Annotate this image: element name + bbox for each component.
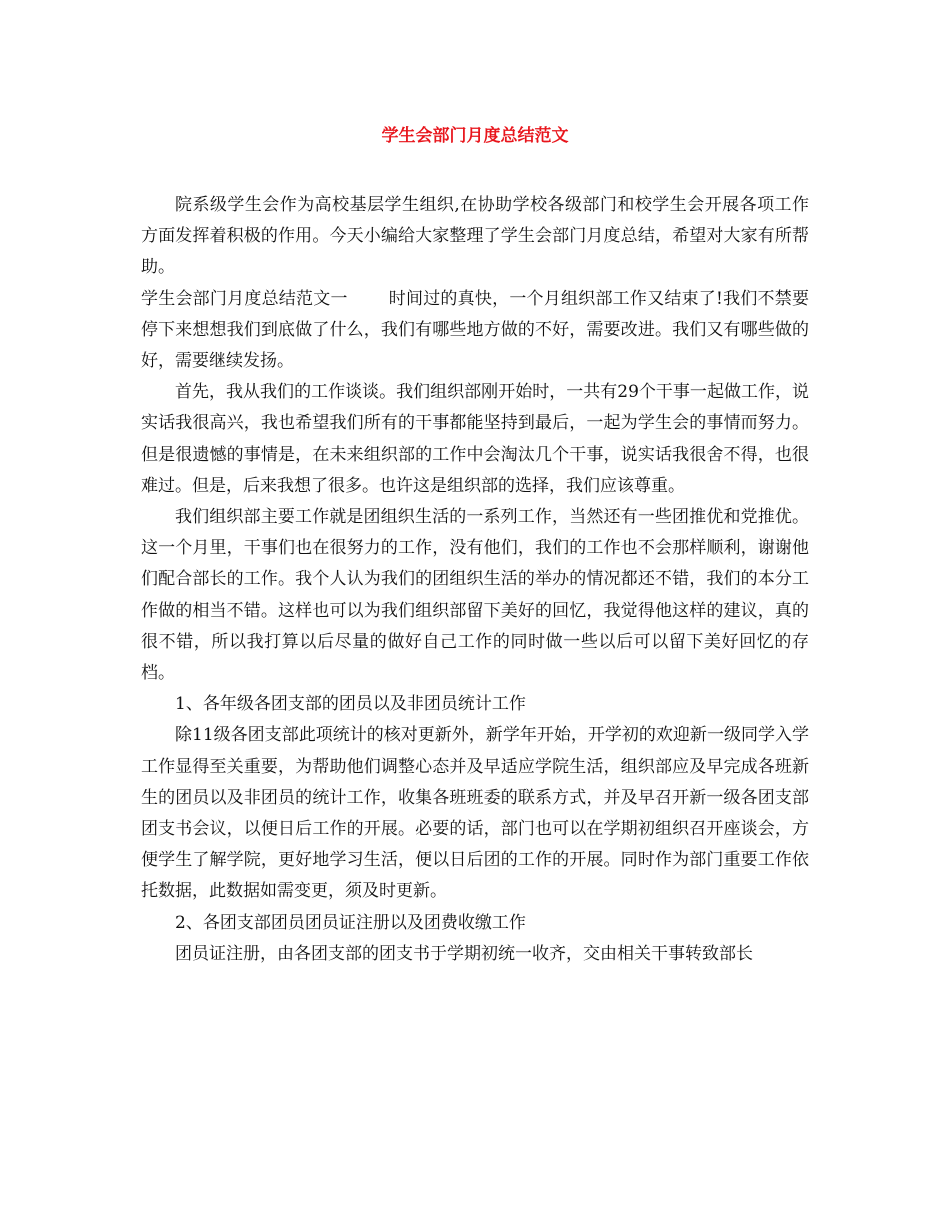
paragraph-section-one (141, 284, 809, 378)
list-heading-2: 2、各团支部团员团员证注册以及团费收缴工作 (175, 912, 526, 933)
list-heading-1: 1、各年级各团支部的团员以及非团员统计工作 (175, 694, 526, 715)
paragraph-registration: 团员证注册，由各团支部的团支书于学期初统一收齐，交由相关干事转致部长 (175, 943, 753, 964)
section-heading: 学生会部门月度总结范文一 (141, 288, 348, 309)
paragraph-statistics: 除11级各团支部此项统计的核对更新外，新学年开始，开学初的欢迎新一级同学入学工作显得至关重要，为帮助他们调整心态并及早适应学院生活，组织部应及早完成各班新生的团员以及非团员的统计工作，收集各班班委的联系方式，并及早召开新一级各团支部团支书会议，以便日后工作的开展。必要的话，部门也可以在学期初组织召开座谈会，方便学生了解学院，更好地学习生活，便以日后团的工作的开展。同时作为部门重要工作依托数据，此数据如需变更，须及时更新。 (141, 725, 809, 902)
document-body (141, 190, 809, 970)
document-title: 学生会部门月度总结范文 (381, 126, 569, 146)
paragraph-first: 首先，我从我们的工作谈谈。我们组织部刚开始时，一共有29个干事一起做工作，说实话我很高兴，我也希望我们所有的干事都能坚持到最后，一起为学生会的事情而努力。但是很遗憾的事情是，在未来组织部的工作中会淘汰几个干事，说实话我很舍不得，也很难过。但是，后来我想了很多。也许这是组织部的选择，我们应该尊重。 (141, 382, 809, 496)
paragraph-intro: 院系级学生会作为高校基层学生组织,在协助学校各级部门和校学生会开展各项工作方面发挥着积极的作用。今天小编给大家整理了学生会部门月度总结，希望对大家有所帮助。 (141, 195, 809, 278)
paragraph-work: 我们组织部主要工作就是团组织生活的一系列工作，当然还有一些团推优和党推优。这一个月里，干事们也在很努力的工作，没有他们，我们的工作也不会那样顺利，谢谢他们配合部长的工作。我个人认为我们的团组织生活的举办的情况都还不错，我们的本分工作做的相当不错。这样也可以为我们组织部留下美好的回忆，我觉得他这样的建议，真的很不错，所以我打算以后尽量的做好自己工作的同时做一些以后可以留下美好回忆的存档。 (141, 507, 809, 684)
section-text: 时间过的真快，一个月组织部工作又结束了!我们不禁要停下来想想我们到底做了什么，我们有哪些地方做的不好，需要改进。我们又有哪些做的好，需要继续发扬。 (141, 288, 809, 372)
